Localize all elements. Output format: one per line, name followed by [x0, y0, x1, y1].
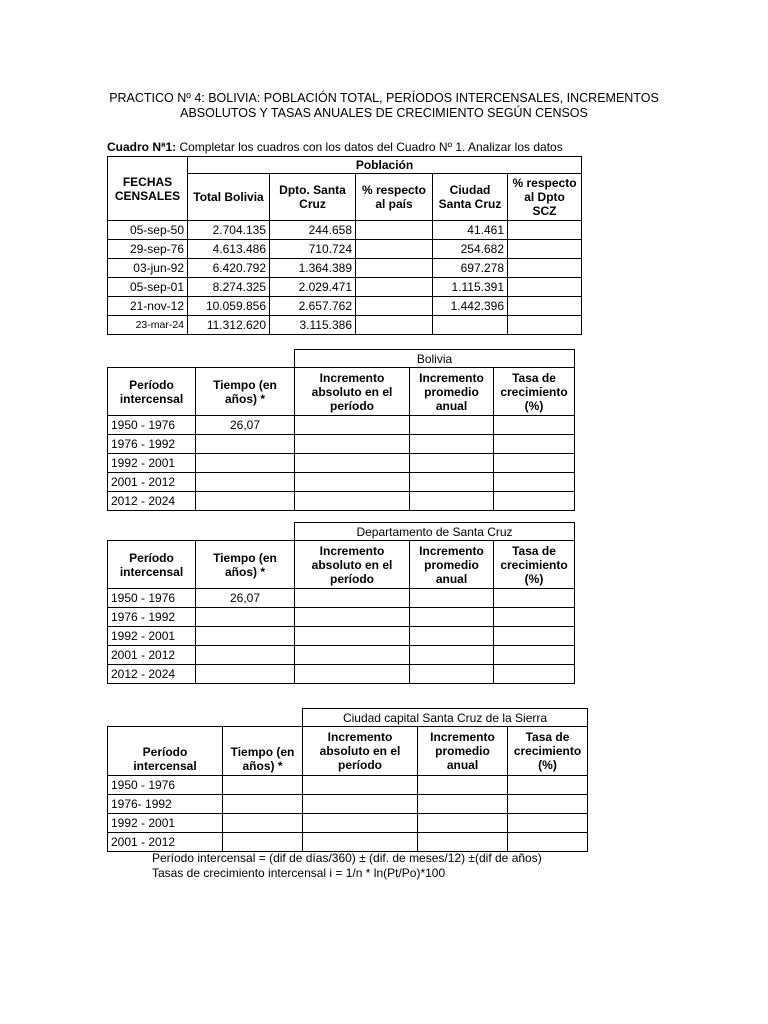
tasa-cell [494, 589, 575, 608]
promedio-cell [410, 646, 494, 665]
tasa-cell [494, 454, 575, 473]
periodo-cell: 1976- 1992 [108, 795, 223, 814]
promedio-cell [410, 627, 494, 646]
header-dpto-santa-cruz: Dpto. Santa Cruz [270, 174, 356, 221]
incremento-cell [295, 416, 410, 435]
table-row [108, 435, 575, 454]
incremento-cell [295, 589, 410, 608]
table-row [108, 492, 575, 511]
periodo-cell: 1950 - 1976 [108, 776, 223, 795]
table-caption [107, 140, 563, 154]
header-fechas-censales: FECHAS CENSALES [108, 157, 188, 221]
fecha-cell: 21-nov-12 [108, 297, 188, 316]
table-row [108, 665, 575, 684]
header-incremento: Incremento absoluto en el período [295, 368, 410, 416]
formula-periodo: Período intercensal = (dif de días/360) ± (dif. de meses/12) ±(dif de años) [152, 851, 542, 865]
fecha-cell: 05-sep-01 [108, 278, 188, 297]
promedio-cell [418, 776, 508, 795]
tiempo-cell: 26,07 [196, 416, 295, 435]
tasa-cell [494, 608, 575, 627]
tasa-cell [494, 665, 575, 684]
header-promedio: Incremento promedio anual [418, 727, 508, 776]
tasa-cell [494, 492, 575, 511]
header-periodo: Período intercensal [108, 727, 223, 776]
tiempo-cell [196, 665, 295, 684]
header-tasa: Tasa de crecimiento (%) [494, 368, 575, 416]
bolivia-group-header: Bolivia [295, 350, 575, 368]
tiempo-cell: 26,07 [196, 589, 295, 608]
tiempo-cell [223, 833, 303, 852]
tasa-cell [494, 473, 575, 492]
periodo-cell: 1976 - 1992 [108, 435, 196, 454]
total-bolivia-cell: 10.059.856 [188, 297, 270, 316]
table-row [108, 589, 575, 608]
ciudad-santa-cruz-cell: 254.682 [433, 240, 508, 259]
promedio-cell [410, 416, 494, 435]
header-incremento: Incremento absoluto en el período [303, 727, 418, 776]
table-row [108, 259, 582, 278]
tasa-cell [508, 814, 588, 833]
ciudad-santa-cruz-cell: 1.442.396 [433, 297, 508, 316]
fecha-cell: 03-jun-92 [108, 259, 188, 278]
table-row [108, 221, 582, 240]
promedio-cell [418, 833, 508, 852]
ciudad-santa-cruz-cell [433, 316, 508, 335]
caption-text: Completar los cuadros con los datos del Cuadro Nº 1. Analizar los datos [176, 140, 563, 154]
pct-dpto-cell [508, 316, 582, 335]
header-tiempo: Tiempo (en años) * [196, 368, 295, 416]
incremento-cell [295, 646, 410, 665]
pct-pais-cell [356, 240, 433, 259]
table-row [108, 278, 582, 297]
header-total-bolivia: Total Bolivia [188, 174, 270, 221]
incremento-cell [295, 608, 410, 627]
promedio-cell [410, 435, 494, 454]
promedio-cell [410, 473, 494, 492]
header-pct-pais: % respecto al país [356, 174, 433, 221]
tiempo-cell [223, 814, 303, 833]
tiempo-cell [196, 473, 295, 492]
pct-dpto-cell [508, 259, 582, 278]
periodo-cell: 2012 - 2024 [108, 492, 196, 511]
table-row [108, 297, 582, 316]
table-row [108, 416, 575, 435]
tiempo-cell [196, 454, 295, 473]
fecha-cell: 23-mar-24 [108, 316, 188, 335]
promedio-cell [410, 454, 494, 473]
pct-pais-cell [356, 297, 433, 316]
pct-dpto-cell [508, 240, 582, 259]
table-row [108, 473, 575, 492]
population-table [107, 156, 582, 335]
periodo-cell: 2001 - 2012 [108, 473, 196, 492]
total-bolivia-cell: 11.312.620 [188, 316, 270, 335]
tasa-cell [508, 776, 588, 795]
dpto-santa-cruz-cell: 2.029.471 [270, 278, 356, 297]
dpto-santa-cruz-cell: 3.115.386 [270, 316, 356, 335]
periodo-cell: 2001 - 2012 [108, 833, 223, 852]
document-title [0, 91, 768, 121]
promedio-cell [410, 492, 494, 511]
table-row [108, 833, 588, 852]
incremento-cell [295, 435, 410, 454]
periodo-cell: 1950 - 1976 [108, 416, 196, 435]
periodo-cell: 1992 - 2001 [108, 814, 223, 833]
title-line-2: ABSOLUTOS Y TASAS ANUALES DE CRECIMIENTO SEGÚN CENSOS [180, 106, 588, 120]
incremento-cell [303, 833, 418, 852]
total-bolivia-cell: 6.420.792 [188, 259, 270, 278]
header-periodo: Período intercensal [108, 541, 196, 589]
total-bolivia-cell: 2.704.135 [188, 221, 270, 240]
incremento-cell [295, 627, 410, 646]
periodo-cell: 1992 - 2001 [108, 454, 196, 473]
ciudad-santa-cruz-cell: 41.461 [433, 221, 508, 240]
tiempo-cell [196, 492, 295, 511]
header-incremento: Incremento absoluto en el período [295, 541, 410, 589]
fecha-cell: 05-sep-50 [108, 221, 188, 240]
tasa-cell [508, 833, 588, 852]
pct-dpto-cell [508, 278, 582, 297]
table-row [108, 454, 575, 473]
pct-pais-cell [356, 316, 433, 335]
ciudad-santa-cruz-cell: 697.278 [433, 259, 508, 278]
tasa-cell [494, 627, 575, 646]
tiempo-cell [223, 795, 303, 814]
bolivia-table [107, 349, 575, 511]
tasa-cell [494, 646, 575, 665]
incremento-cell [295, 492, 410, 511]
header-tasa: Tasa de crecimiento (%) [508, 727, 588, 776]
incremento-cell [295, 473, 410, 492]
total-bolivia-cell: 4.613.486 [188, 240, 270, 259]
tasa-cell [508, 795, 588, 814]
departamento-table [107, 522, 575, 684]
header-tiempo: Tiempo (en años) * [223, 727, 303, 776]
periodo-cell: 2001 - 2012 [108, 646, 196, 665]
pct-pais-cell [356, 221, 433, 240]
header-periodo: Período intercensal [108, 368, 196, 416]
periodo-cell: 2012 - 2024 [108, 665, 196, 684]
ciudad-table [107, 708, 588, 852]
table-row [108, 627, 575, 646]
header-promedio: Incremento promedio anual [410, 541, 494, 589]
header-poblacion: Población [188, 157, 582, 174]
pct-dpto-cell [508, 221, 582, 240]
table-row [108, 814, 588, 833]
formula-tasa: Tasas de crecimiento intercensal i = 1/n * ln(Pt/Po)*100 [152, 866, 446, 880]
promedio-cell [418, 814, 508, 833]
title-line-1: PRACTICO Nº 4: BOLIVIA: POBLACIÓN TOTAL, PERÍODOS INTERCENSALES, INCREMENTOS [109, 91, 659, 105]
ciudad-group-header: Ciudad capital Santa Cruz de la Sierra [303, 709, 588, 727]
header-promedio: Incremento promedio anual [410, 368, 494, 416]
promedio-cell [410, 665, 494, 684]
tiempo-cell [223, 776, 303, 795]
incremento-cell [303, 776, 418, 795]
departamento-group-header: Departamento de Santa Cruz [295, 523, 575, 541]
header-tiempo: Tiempo (en años) * [196, 541, 295, 589]
dpto-santa-cruz-cell: 244.658 [270, 221, 356, 240]
tiempo-cell [196, 435, 295, 454]
table-row [108, 316, 582, 335]
promedio-cell [418, 795, 508, 814]
incremento-cell [295, 454, 410, 473]
caption-label: Cuadro Nª1: [107, 140, 177, 154]
header-tasa: Tasa de crecimiento (%) [494, 541, 575, 589]
fecha-cell: 29-sep-76 [108, 240, 188, 259]
table-row [108, 240, 582, 259]
tasa-cell [494, 435, 575, 454]
dpto-santa-cruz-cell: 1.364.389 [270, 259, 356, 278]
pct-dpto-cell [508, 297, 582, 316]
periodo-cell: 1976 - 1992 [108, 608, 196, 627]
ciudad-santa-cruz-cell: 1.115.391 [433, 278, 508, 297]
dpto-santa-cruz-cell: 2.657.762 [270, 297, 356, 316]
header-ciudad-santa-cruz: Ciudad Santa Cruz [433, 174, 508, 221]
tiempo-cell [196, 627, 295, 646]
table-row [108, 795, 588, 814]
table-row [108, 646, 575, 665]
tasa-cell [494, 416, 575, 435]
incremento-cell [303, 814, 418, 833]
tiempo-cell [196, 646, 295, 665]
incremento-cell [303, 795, 418, 814]
header-pct-dpto: % respecto al Dpto SCZ [508, 174, 582, 221]
table-row [108, 776, 588, 795]
table-row [108, 608, 575, 627]
dpto-santa-cruz-cell: 710.724 [270, 240, 356, 259]
pct-pais-cell [356, 278, 433, 297]
total-bolivia-cell: 8.274.325 [188, 278, 270, 297]
periodo-cell: 1992 - 2001 [108, 627, 196, 646]
tiempo-cell [196, 608, 295, 627]
periodo-cell: 1950 - 1976 [108, 589, 196, 608]
incremento-cell [295, 665, 410, 684]
promedio-cell [410, 608, 494, 627]
promedio-cell [410, 589, 494, 608]
pct-pais-cell [356, 259, 433, 278]
